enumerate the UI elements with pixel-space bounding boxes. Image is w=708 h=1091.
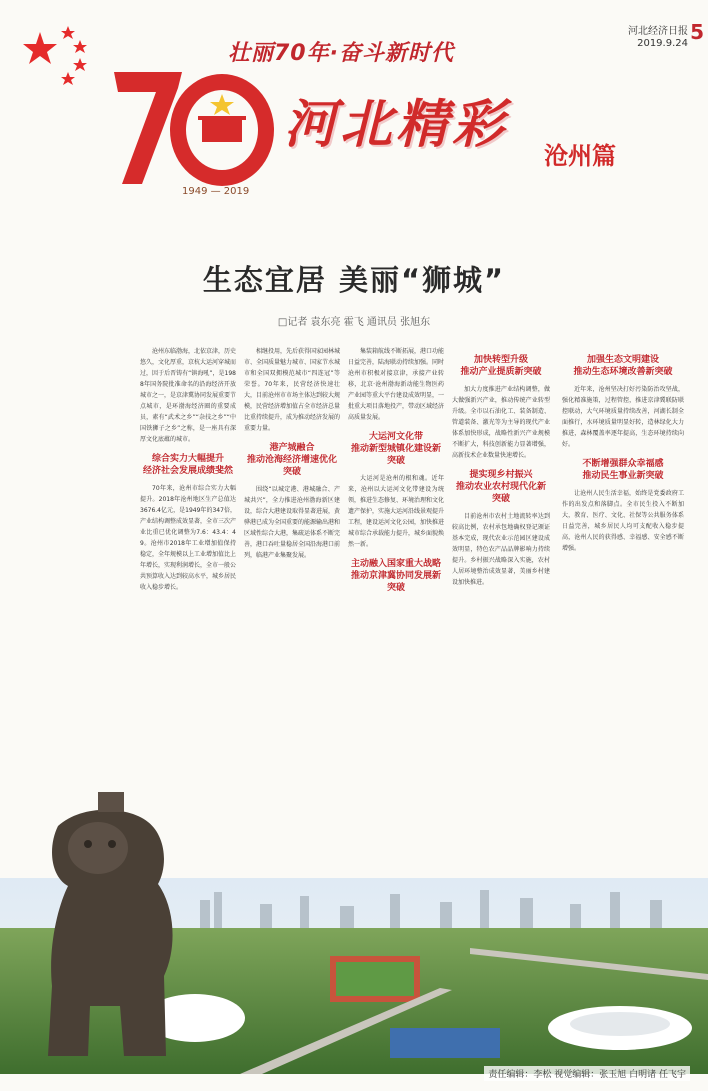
article-column-4	[452, 346, 550, 590]
article-column-2	[244, 346, 340, 563]
body-paragraph: 大运河是沧州的根和魂。近年来，沧州以大运河文化带建设为统领，推进生态修复、环境治理和文化遗产保护，实施大运河沿线景观提升工程，建设运河文化公园，加快推进城市综合承载能力提升，城乡面貌焕然一新。	[348, 475, 445, 548]
years-range: 1949 — 2019	[182, 186, 250, 197]
article-column-1	[140, 346, 236, 595]
section-subhead: 综合实力大幅提升 经济社会发展成绩斐然	[142, 454, 233, 476]
iron-lion-statue-icon	[28, 786, 188, 1066]
page-footer-editors: 责任编辑：李松 视觉编辑：张玉旭 白明诸 任飞宇	[484, 1066, 690, 1081]
article-byline: □记者 袁东亮 霍飞 通讯员 张旭东	[277, 317, 431, 328]
article-column-3	[348, 346, 444, 600]
body-paragraph: 加大力度推进产业结构调整，做大做强新兴产业，推动传统产业转型升级。全市以石油化工、装备制造、管道装备、激光等为主导的现代产业体系加快形成，战略性新兴产业规模不断扩大，科技创新能力显著增强，高新技术企业数量快速增长。	[452, 386, 550, 459]
body-paragraph: 目前沧州市农村土地流转率达到较高比例，农村承包地确权登记颁证基本完成，现代农业示范园区建设成效明显，特色农产品品牌影响力持续提升。乡村振兴战略深入实施，农村人居环境整治成效显著，美丽乡村建设加快推进。	[452, 513, 550, 586]
page-header-meta	[628, 20, 704, 50]
section-subhead: 加强生态文明建设 推动生态环境改善新突破	[573, 355, 673, 377]
body-paragraph: 相继投用，先后获得国家园林城市、全国质量魅力城市、国家节水城市和全国双拥模范城市“四连冠”等荣誉。70年来，民营经济快速壮大，目前沧州市市场主体达到较大规模，民营经济增加值占全市经济总量比重持续提升，成为推动经济发展的重要力量。	[244, 348, 341, 432]
article-column-5	[562, 346, 684, 556]
article-headline: 生态宜居 美丽“狮城”	[202, 263, 506, 297]
body-paragraph: 围绕“以城定港、港城融合、产城共兴”，全力推进沧州渤海新区建设，综合大港建设取得显著进展，黄骅港已成为全国重要的能源输出港和区域性综合大港，集疏运体系不断完善，港口吞吐量稳居全国沿海港口前列，临港产业集聚发展。	[244, 486, 341, 559]
body-paragraph: 沧州东临渤海，北依京津，历史悠久，文化厚重，京杭大运河穿城而过，因于后晋铸有“镇海吼”，是1988年国务院批准命名的沿海经济开放城市之一，是京津冀协同发展重要节点城市，是环渤海经济圈的重要成员，素有“武术之乡”“杂技之乡”“中国铁狮子之乡”之称，是一座具有深厚文化底蕴的城市。	[140, 348, 237, 443]
section-subhead: 大运河文化带 推动新型城镇化建设新突破	[350, 432, 441, 466]
body-paragraph: 让沧州人民生活幸福，始终是党委政府工作的出发点和落脚点。全市民生投入不断加大，教育、医疗、文化、社保等公共服务体系日益完善，城乡居民人均可支配收入稳步提高，沧州人民的获得感、幸福感、安全感不断增强。	[562, 490, 684, 552]
body-paragraph: 集装箱航线不断拓展，港口功能日益完善，陆海联动持续加强。同时沧州市积极对接京津，承接产业转移，北京·沧州渤海新动能生物医药产业园等重大平台建设成效明显，一批重大项目落地投产，带动区域经济高质量发展。	[348, 348, 445, 421]
body-paragraph: 70年来，沧州市综合实力大幅提升。2018年沧州地区生产总值达3676.4亿元，是1949年的347倍，产业结构调整成效显著，全市三次产业比重已优化调整为7.6：43.4：49。沧州市2018年工业增加值保持稳定，全年规模以上工业增加值比上年增长，实现利润增长，全市一般公共预算收入达到较高水平，城乡居民收入稳步增长。	[140, 485, 237, 591]
section-subhead: 加快转型升级 推动产业提质新突破	[460, 355, 542, 377]
banner-region: 沧州篇	[544, 142, 616, 170]
section-subhead: 港产城融合 推动沧海经济增速优化突破	[246, 443, 337, 477]
page-number: 5	[690, 20, 704, 44]
section-subhead: 主动融入国家重大战略 推动京津冀协同发展新突破	[350, 559, 441, 593]
body-paragraph: 近年来，沧州坚决打好污染防治攻坚战，强化精准施策，过程管控，推进京津冀联防联控联动，大气环境质量持续改善，河湖长制全面推行，水环境质量明显好转，造林绿化大力推进，森林覆盖率逐年提高，生态环境持续向好。	[562, 386, 684, 448]
flag-stars-icon	[18, 22, 108, 92]
seventy-emblem-icon	[104, 64, 304, 204]
paper-name: 河北经济日报	[628, 26, 688, 37]
section-subhead: 不断增强群众幸福感 推动民生事业新突破	[582, 459, 664, 481]
section-subhead: 提实现乡村振兴 推动农业农村现代化新突破	[455, 470, 546, 504]
banner-brand-title: 河北精彩	[284, 95, 509, 155]
issue-date: 2019.9.24	[637, 38, 688, 49]
banner-slogan: 壮丽70年·奋斗新时代	[228, 41, 454, 66]
